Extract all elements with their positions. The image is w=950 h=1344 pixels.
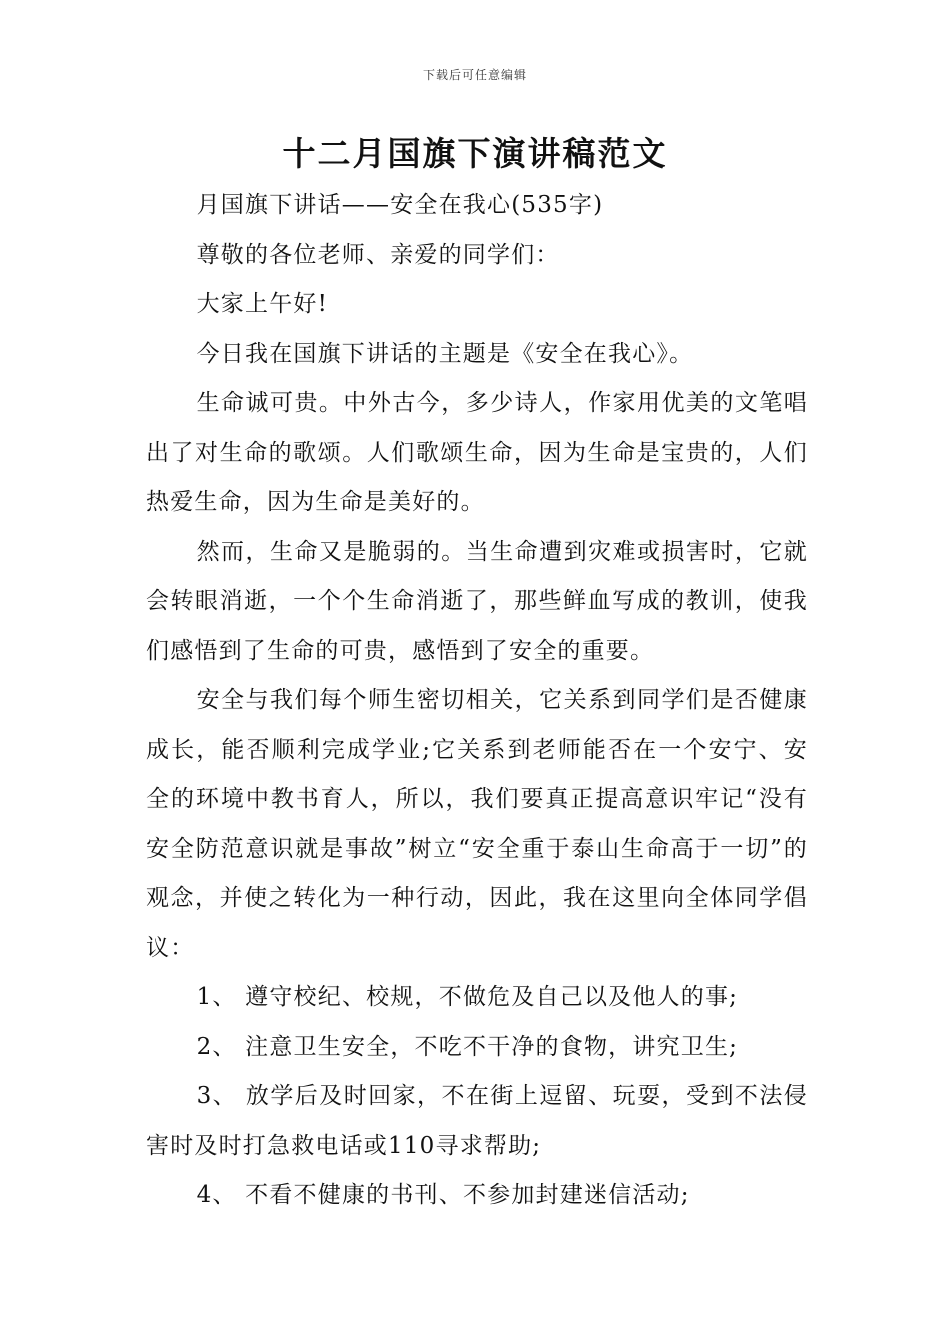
body-paragraph: 生命诚可贵。中外古今，多少诗人，作家用优美的文笔唱出了对生命的歌颂。人们歌颂生命，因为生命是宝贵的，人们热爱生命，因为生命是美好的。 (146, 390, 808, 515)
salutation: 尊敬的各位老师、亲爱的同学们： (196, 241, 560, 268)
list-item: 1、 遵守校纪、校规，不做危及自己以及他人的事; (196, 984, 739, 1010)
topic-paragraph: 今日我在国旗下讲话的主题是《安全在我心》。 (196, 340, 694, 367)
header-note: 下载后可任意编辑 (422, 68, 527, 82)
document-title: 十二月国旗下演讲稿范文 (282, 134, 668, 173)
document-body (146, 181, 808, 1221)
speech-subtitle: 月国旗下讲话——安全在我心(535字) (196, 192, 604, 218)
list-item: 3、 放学后及时回家，不在街上逗留、玩耍，受到不法侵害时及时打急救电话或110寻求帮助; (146, 1083, 808, 1159)
greeting: 大家上午好! (196, 291, 329, 317)
body-paragraph: 安全与我们每个师生密切相关，它关系到同学们是否健康成长，能否顺利完成学业;它关系到老师能否在一个安宁、安全的环境中教书育人，所以，我们要真正提高意识牢记“没有安全防范意识就是事故”树立“安全重于泰山生命高于一切”的观念，并使之转化为一种行动，因此，我在这里向全体同学倡议： (146, 687, 808, 961)
list-item: 2、 注意卫生安全，不吃不干净的食物，讲究卫生; (196, 1033, 739, 1060)
body-paragraph: 然而，生命又是脆弱的。当生命遭到灾难或损害时，它就会转眼消逝，一个个生命消逝了，那些鲜血写成的教训，使我们感悟到了生命的可贵，感悟到了安全的重要。 (146, 538, 808, 664)
list-item: 4、 不看不健康的书刊、不参加封建迷信活动; (196, 1182, 690, 1208)
